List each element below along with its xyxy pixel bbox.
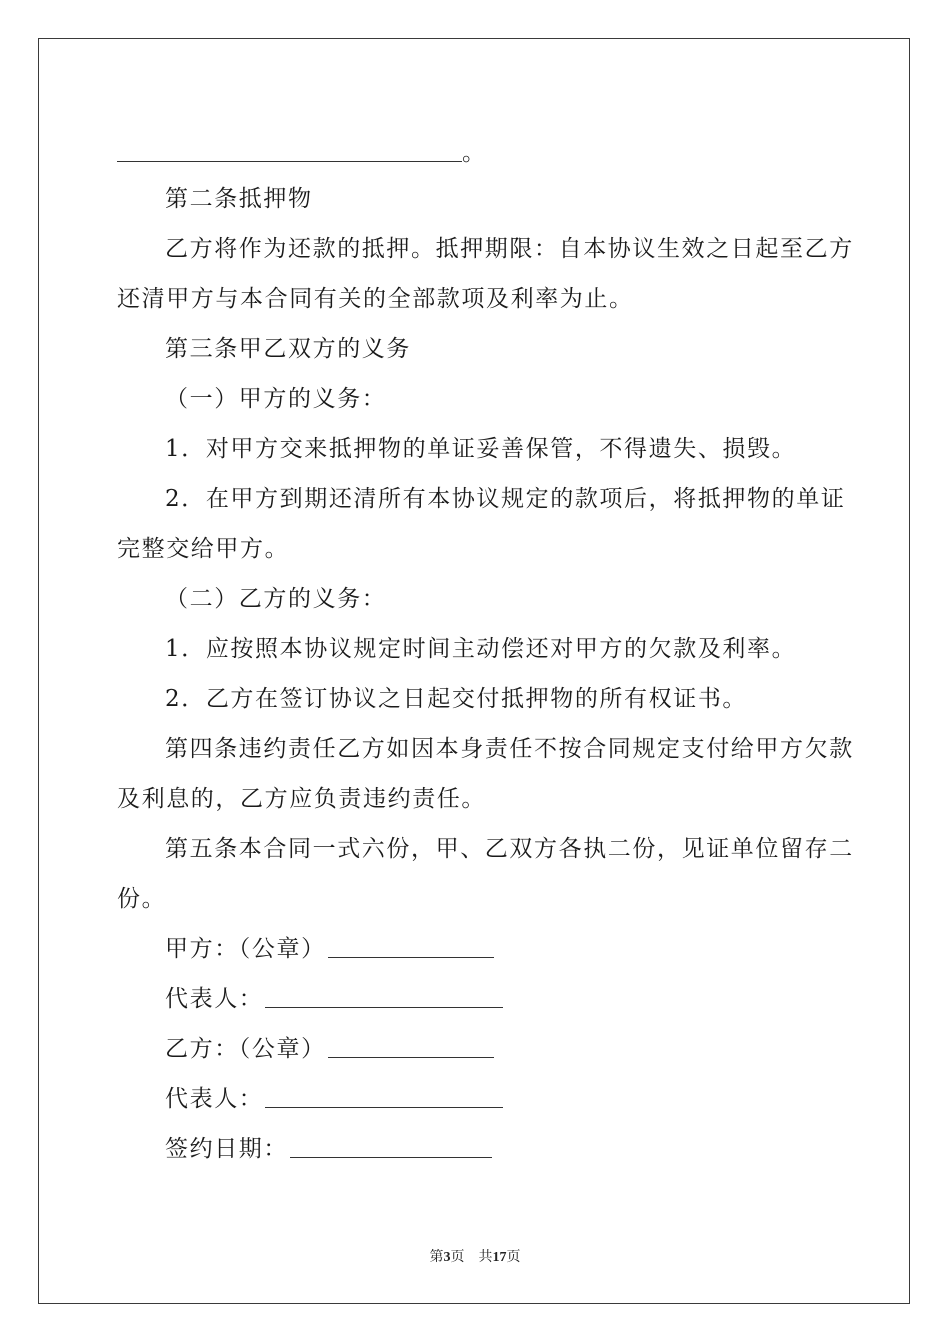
party-b-duty-1: 1．应按照本协议规定时间主动偿还对甲方的欠款及利率。	[165, 636, 797, 662]
signing-date-row	[165, 1134, 492, 1164]
article-5-line-2: 份。	[117, 886, 167, 912]
party-b-duty-2: 2．乙方在签订协议之日起交付抵押物的所有权证书。	[165, 686, 748, 712]
period: 。	[462, 140, 487, 166]
page-footer	[0, 1246, 950, 1266]
article-3-title: 第三条甲乙双方的义务	[165, 336, 411, 362]
blank-line-top	[117, 138, 487, 168]
party-b-seal-blank	[328, 1035, 494, 1058]
party-a-representative-blank	[265, 985, 503, 1008]
blank-underline	[117, 139, 462, 162]
party-a-duty-1: 1．对甲方交来抵押物的单证妥善保管，不得遗失、损毁。	[165, 436, 797, 462]
footer-suffix: 页	[506, 1250, 521, 1265]
party-b-signature-row	[165, 1034, 494, 1064]
current-page-number: 3	[443, 1250, 451, 1265]
party-a-duty-2-line-1: 2．在甲方到期还清所有本协议规定的款项后，将抵押物的单证	[165, 486, 846, 512]
article-4-line-2: 及利息的，乙方应负责违约责任。	[117, 786, 486, 812]
page-border	[38, 38, 910, 1304]
signing-date-blank	[290, 1135, 492, 1158]
party-a-seal-blank	[328, 935, 494, 958]
party-a-duties-title: （一）甲方的义务：	[165, 386, 387, 412]
party-b-representative-row	[165, 1084, 503, 1114]
party-a-duty-2-line-2: 完整交给甲方。	[117, 536, 290, 562]
party-a-seal-label: 甲方：（公章）	[165, 936, 326, 962]
party-b-representative-blank	[265, 1085, 503, 1108]
total-pages: 17	[492, 1250, 507, 1265]
footer-prefix: 第	[429, 1250, 444, 1265]
article-2-text-line-1: 乙方将作为还款的抵押。抵押期限：自本协议生效之日起至乙方	[165, 236, 854, 262]
footer-middle: 页 共	[450, 1250, 493, 1265]
party-b-duties-title: （二）乙方的义务：	[165, 586, 387, 612]
article-4-line-1: 第四条违约责任乙方如因本身责任不按合同规定支付给甲方欠款	[165, 736, 854, 762]
party-a-representative-row	[165, 984, 503, 1014]
article-2-text-line-2: 还清甲方与本合同有关的全部款项及利率为止。	[117, 286, 634, 312]
article-5-line-1: 第五条本合同一式六份，甲、乙双方各执二份，见证单位留存二	[165, 836, 854, 862]
party-b-representative-label: 代表人：	[165, 1086, 264, 1112]
signing-date-label: 签约日期：	[165, 1136, 288, 1162]
party-a-signature-row	[165, 934, 494, 964]
party-a-representative-label: 代表人：	[165, 986, 264, 1012]
article-2-title: 第二条抵押物	[165, 186, 313, 212]
party-b-seal-label: 乙方：（公章）	[165, 1036, 326, 1062]
